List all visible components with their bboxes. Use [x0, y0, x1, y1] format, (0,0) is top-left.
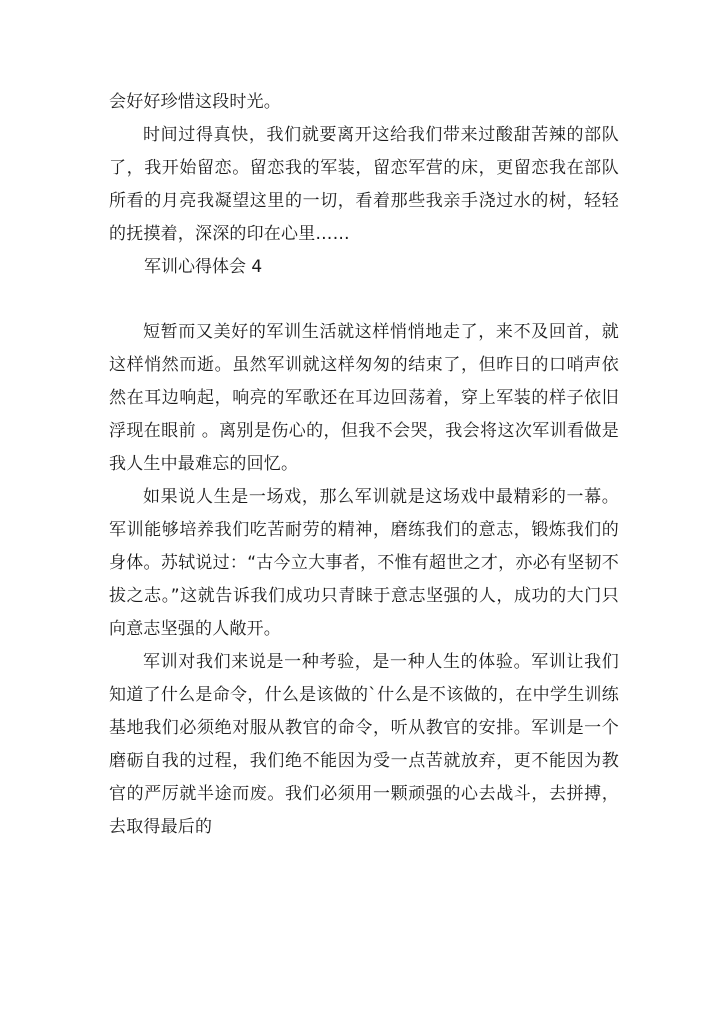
paragraph-continuation: 会好好珍惜这段时光。: [109, 92, 281, 112]
document-body: [109, 86, 619, 844]
paragraph: 如果说人生是一场戏，那么军训就是这场戏中最精彩的一幕。军训能够培养我们吃苦耐劳的精神，磨练我们的意志，锻炼我们的身体。苏轼说过：“古今立大事者，不惟有超世之才，亦必有坚韧不拔之志。”这就告诉我们成功只青睐于意志坚强的人，成功的大门只向意志坚强的人敞开。: [109, 487, 619, 639]
paragraph: 短暂而又美好的军训生活就这样悄悄地走了，来不及回首，就这样悄然而逝。虽然军训就这样匆匆的结束了，但昨日的口哨声依然在耳边响起，响亮的军歌还在耳边回荡着，穿上军装的样子依旧浮现在眼前 。离别是伤心的，但我不会哭，我会将这次军训看做是我人生中最难忘的回忆。: [109, 322, 619, 474]
section-title: 军训心得体会 4: [144, 257, 263, 277]
blank-line: [109, 284, 619, 316]
paragraph: 时间过得真快，我们就要离开这给我们带来过酸甜苦辣的部队了，我开始留恋。留恋我的军装，留恋军营的床，更留恋我在部队所看的月亮我凝望这里的一切，看着那些我亲手浇过水的树，轻轻的抚摸着，深深的印在心里……: [109, 125, 619, 244]
paragraph: 军训对我们来说是一种考验，是一种人生的体验。军训让我们知道了什么是命令，什么是该做的`什么是不该做的，在中学生训练基地我们必须绝对服从教官的命令，听从教官的安排。军训是一个磨砺自我的过程，我们绝不能因为受一点苦就放弃，更不能因为教官的严厉就半途而废。我们必须用一颗顽强的心去战斗，去拼搏，去取得最后的: [109, 652, 619, 837]
